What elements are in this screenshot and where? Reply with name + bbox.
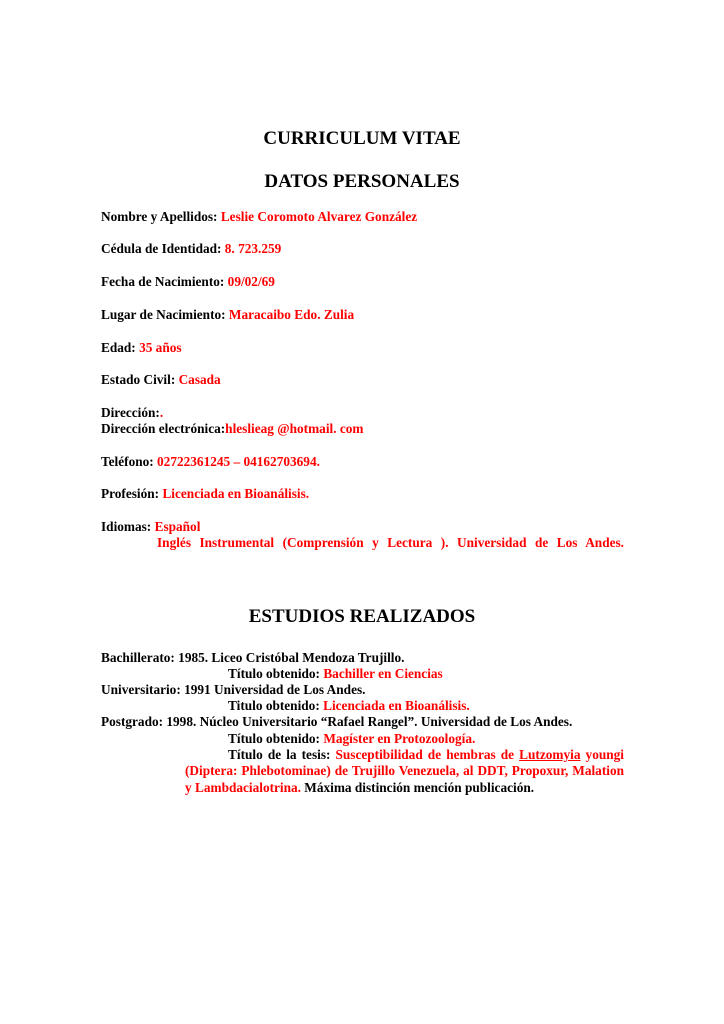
value: Bachiller en Ciencias	[323, 666, 443, 681]
label: Título obtenido:	[228, 666, 324, 681]
personal-field	[101, 405, 163, 421]
personal-field	[101, 307, 354, 323]
field-value: Español	[154, 519, 201, 534]
label: Título obtenido:	[228, 731, 324, 746]
field-label: Nombre y Apellidos:	[101, 209, 221, 224]
thesis-paragraph	[185, 747, 624, 796]
field-label: Lugar de Nacimiento:	[101, 307, 229, 322]
thesis-title-a: Susceptibilidad de hembras de	[335, 747, 520, 762]
study-postgrado: Postgrado: 1998. Núcleo Universitario “Rafael Rangel”. Universidad de Los Andes.	[101, 714, 573, 729]
field-value: Casada	[178, 372, 221, 387]
personal-field	[101, 454, 320, 470]
field-value: 8. 723.259	[224, 241, 282, 256]
document-title: CURRICULUM VITAE	[263, 128, 461, 149]
study-univ-title	[228, 698, 470, 714]
field-value: 02722361245 – 04162703694.	[157, 454, 320, 469]
label: Titulo obtenido:	[228, 698, 324, 713]
thesis-species: Lutzomyia	[519, 747, 581, 762]
field-label: Estado Civil:	[101, 372, 179, 387]
personal-field	[101, 486, 309, 502]
thesis-title-b: youngi (Diptera: Phlebotominae) de Trujillo Venezuela, al DDT, Propoxur, Malation y Lambdacialotrina.	[185, 747, 624, 795]
personal-field	[101, 372, 221, 388]
field-label: Cédula de Identidad:	[101, 241, 225, 256]
field-value: 09/02/69	[227, 274, 275, 289]
thesis-note: Máxima distinción mención publicación.	[300, 779, 535, 795]
field-label: Dirección electrónica:	[101, 421, 226, 436]
study-post-title	[228, 731, 475, 747]
section-heading-studies: ESTUDIOS REALIZADOS	[248, 606, 476, 627]
field-label: Profesión:	[101, 486, 163, 501]
field-value: Maracaibo Edo. Zulia	[228, 307, 355, 322]
personal-field	[101, 519, 200, 535]
thesis-label: Título de la tesis:	[228, 747, 336, 762]
value: Magíster en Protozoología.	[323, 731, 476, 746]
field-label: Fecha de Nacimiento:	[101, 274, 228, 289]
study-bachillerato: Bachillerato: 1985. Liceo Cristóbal Mendoza Trujillo.	[101, 650, 405, 665]
field-value: Licenciada en Bioanálisis.	[162, 486, 310, 501]
field-value: Leslie Coromoto Alvarez González	[220, 209, 418, 224]
field-value: .	[159, 405, 164, 420]
personal-field	[101, 241, 281, 257]
field-value: hleslieag @hotmail. com	[225, 421, 364, 436]
personal-field	[101, 274, 275, 290]
field-value: 35 años	[139, 340, 182, 355]
value: Licenciada en Bioanálisis.	[323, 698, 470, 713]
study-bach-title	[228, 666, 443, 682]
personal-field	[101, 340, 182, 356]
personal-field	[101, 209, 417, 225]
personal-field	[101, 421, 363, 437]
field-label: Edad:	[101, 340, 140, 355]
field-label: Idiomas:	[101, 519, 155, 534]
field-label: Teléfono:	[101, 454, 158, 469]
languages-extra: Inglés Instrumental (Comprensión y Lectura ). Universidad de Los Andes.	[157, 535, 624, 550]
section-heading-personal: DATOS PERSONALES	[264, 171, 460, 192]
field-label: Dirección:	[101, 405, 160, 420]
study-universitario: Universitario: 1991 Universidad de Los Andes.	[101, 682, 366, 697]
